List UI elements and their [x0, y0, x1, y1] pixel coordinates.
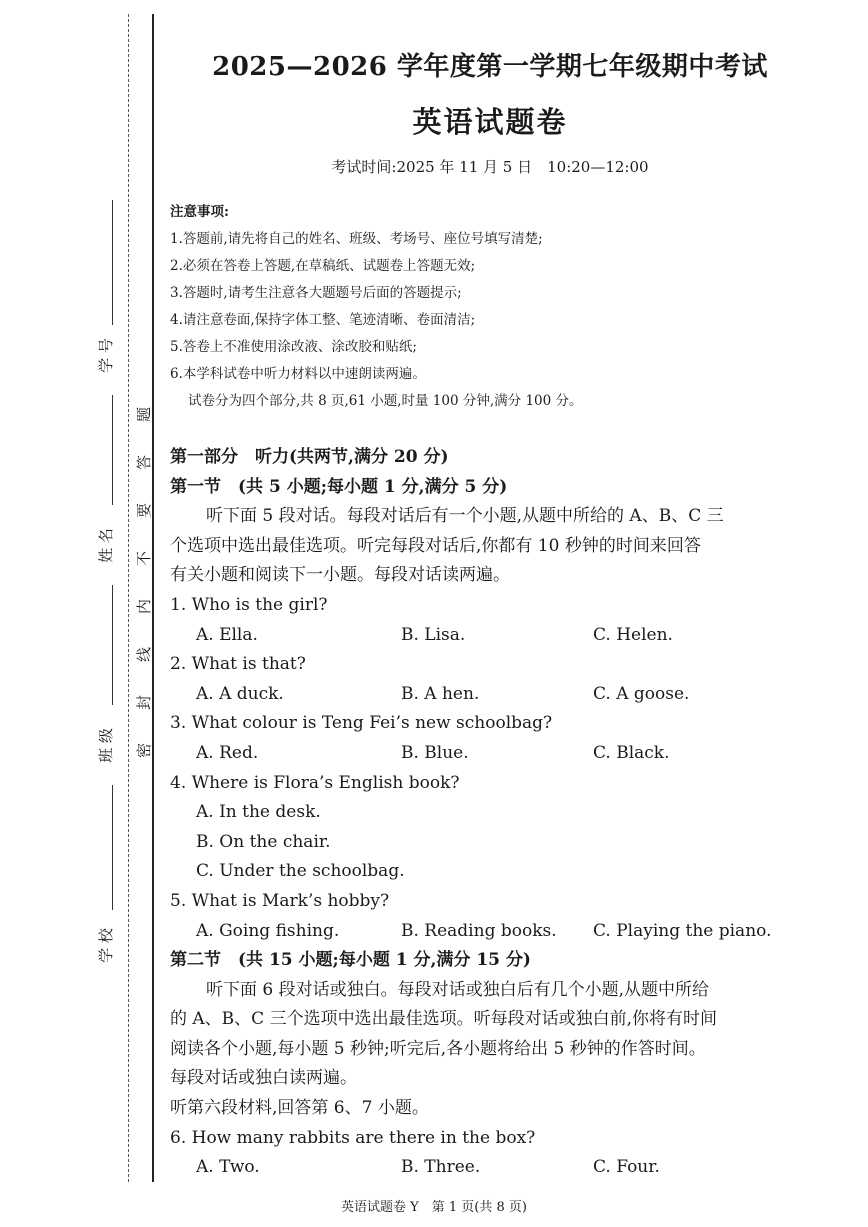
- page-footer: 英语试题卷 Y 第 1 页(共 8 页): [341, 1200, 527, 1215]
- notice-item: 6.本学科试卷中听力材料以中速朗读两遍。: [170, 366, 426, 382]
- option-a: A. Going fishing.: [196, 920, 340, 941]
- notice-item: 1.答题前,请先将自己的姓名、班级、考场号、座位号填写清楚;: [170, 231, 543, 247]
- option-c: C. Helen.: [593, 624, 673, 645]
- option-c: C. A goose.: [593, 683, 690, 704]
- option-a: A. A duck.: [196, 683, 284, 704]
- notice-item: 4.请注意卷面,保持字体工整、笔迹清晰、卷面清洁;: [170, 312, 476, 328]
- student-id-line: [112, 200, 113, 325]
- section1-instructions: 有关小题和阅读下一小题。每段对话读两遍。: [170, 565, 510, 586]
- option-a: A. Red.: [196, 742, 259, 763]
- option-c: C. Black.: [593, 742, 670, 763]
- school-line: [112, 785, 113, 910]
- question-options: [170, 621, 810, 651]
- student-id-label: 学 号: [96, 338, 115, 373]
- question-options: [170, 680, 810, 710]
- listening-part: [170, 443, 810, 1183]
- school-label: 学 校: [96, 928, 115, 963]
- seal-char: 题: [135, 406, 154, 423]
- notice-item: 3.答题时,请考生注意各大题题号后面的答题提示;: [170, 285, 462, 301]
- binding-dashed-line: [128, 14, 129, 1182]
- option-a: A. Ella.: [196, 624, 258, 645]
- question-stem: 5. What is Mark’s hobby?: [170, 890, 390, 911]
- part1-heading: 第一部分 听力(共两节,满分 20 分): [170, 447, 449, 467]
- option-a: A. In the desk.: [196, 802, 321, 823]
- material-note: 听第六段材料,回答第 6、7 小题。: [170, 1098, 429, 1119]
- question-options: [170, 739, 810, 769]
- question-options: [170, 1153, 810, 1183]
- option-b: B. On the chair.: [196, 831, 331, 852]
- section2-instructions: 的 A、B、C 三个选项中选出最佳选项。听每段对话或独白前,你将有时间: [170, 1009, 717, 1030]
- exam-title: 2025—2026 学年度第一学期七年级期中考试: [212, 52, 768, 82]
- question-stem: 4. Where is Flora’s English book?: [170, 772, 460, 793]
- option-a: A. Two.: [196, 1157, 260, 1178]
- notice-summary: 试卷分为四个部分,共 8 页,61 小题,时量 100 分钟,满分 100 分。: [188, 393, 583, 409]
- name-line: [112, 395, 113, 505]
- notice-block: [170, 200, 810, 415]
- question-options: [170, 917, 810, 947]
- seal-char: 线: [135, 646, 154, 663]
- option-c: C. Under the schoolbag.: [196, 861, 405, 882]
- option-b: B. Lisa.: [401, 624, 466, 645]
- question-stem: 1. Who is the girl?: [170, 594, 328, 615]
- section2-heading: 第二节 (共 15 小题;每小题 1 分,满分 15 分): [170, 950, 531, 971]
- section1-instructions: 听下面 5 段对话。每段对话后有一个小题,从题中所给的 A、B、C 三: [206, 506, 724, 527]
- seal-char: 密: [135, 742, 154, 759]
- section2-instructions: 阅读各个小题,每小题 5 秒钟;听完后,各小题将给出 5 秒钟的作答时间。: [170, 1038, 706, 1059]
- seal-char: 内: [135, 598, 154, 615]
- exam-time: 考试时间:2025 年 11 月 5 日 10:20—12:00: [331, 158, 649, 176]
- name-label: 姓 名: [96, 528, 115, 563]
- exam-subtitle: 英语试题卷: [412, 105, 568, 139]
- seal-char: 答: [135, 454, 154, 471]
- notice-heading: 注意事项:: [170, 204, 229, 220]
- notice-item: 5.答卷上不准使用涂改液、涂改胶和贴纸;: [170, 339, 417, 355]
- seal-char: 不: [135, 550, 154, 567]
- section2-instructions: 听下面 6 段对话或独白。每段对话或独白后有几个小题,从题中所给: [206, 979, 710, 1000]
- question-stem: 6. How many rabbits are there in the box?: [170, 1127, 536, 1148]
- section1-heading: 第一节 (共 5 小题;每小题 1 分,满分 5 分): [170, 476, 508, 497]
- seal-char: 要: [135, 502, 154, 519]
- question-stem: 2. What is that?: [170, 654, 306, 675]
- section2-instructions: 每段对话或独白读两遍。: [170, 1068, 357, 1089]
- class-label: 班 级: [96, 728, 115, 763]
- option-c: C. Four.: [593, 1157, 660, 1178]
- notice-item: 2.必须在答卷上答题,在草稿纸、试题卷上答题无效;: [170, 258, 476, 274]
- section1-instructions: 个选项中选出最佳选项。听完每段对话后,你都有 10 秒钟的时间来回答: [170, 535, 701, 556]
- class-line: [112, 585, 113, 705]
- binding-margin: [0, 0, 160, 1227]
- question-stem: 3. What colour is Teng Fei’s new schoolbag?: [170, 713, 553, 734]
- seal-char: 封: [135, 694, 154, 711]
- option-b: B. Blue.: [401, 742, 469, 763]
- option-c: C. Playing the piano.: [593, 920, 772, 941]
- option-b: B. Reading books.: [401, 920, 557, 941]
- option-b: B. A hen.: [401, 683, 480, 704]
- option-b: B. Three.: [401, 1157, 481, 1178]
